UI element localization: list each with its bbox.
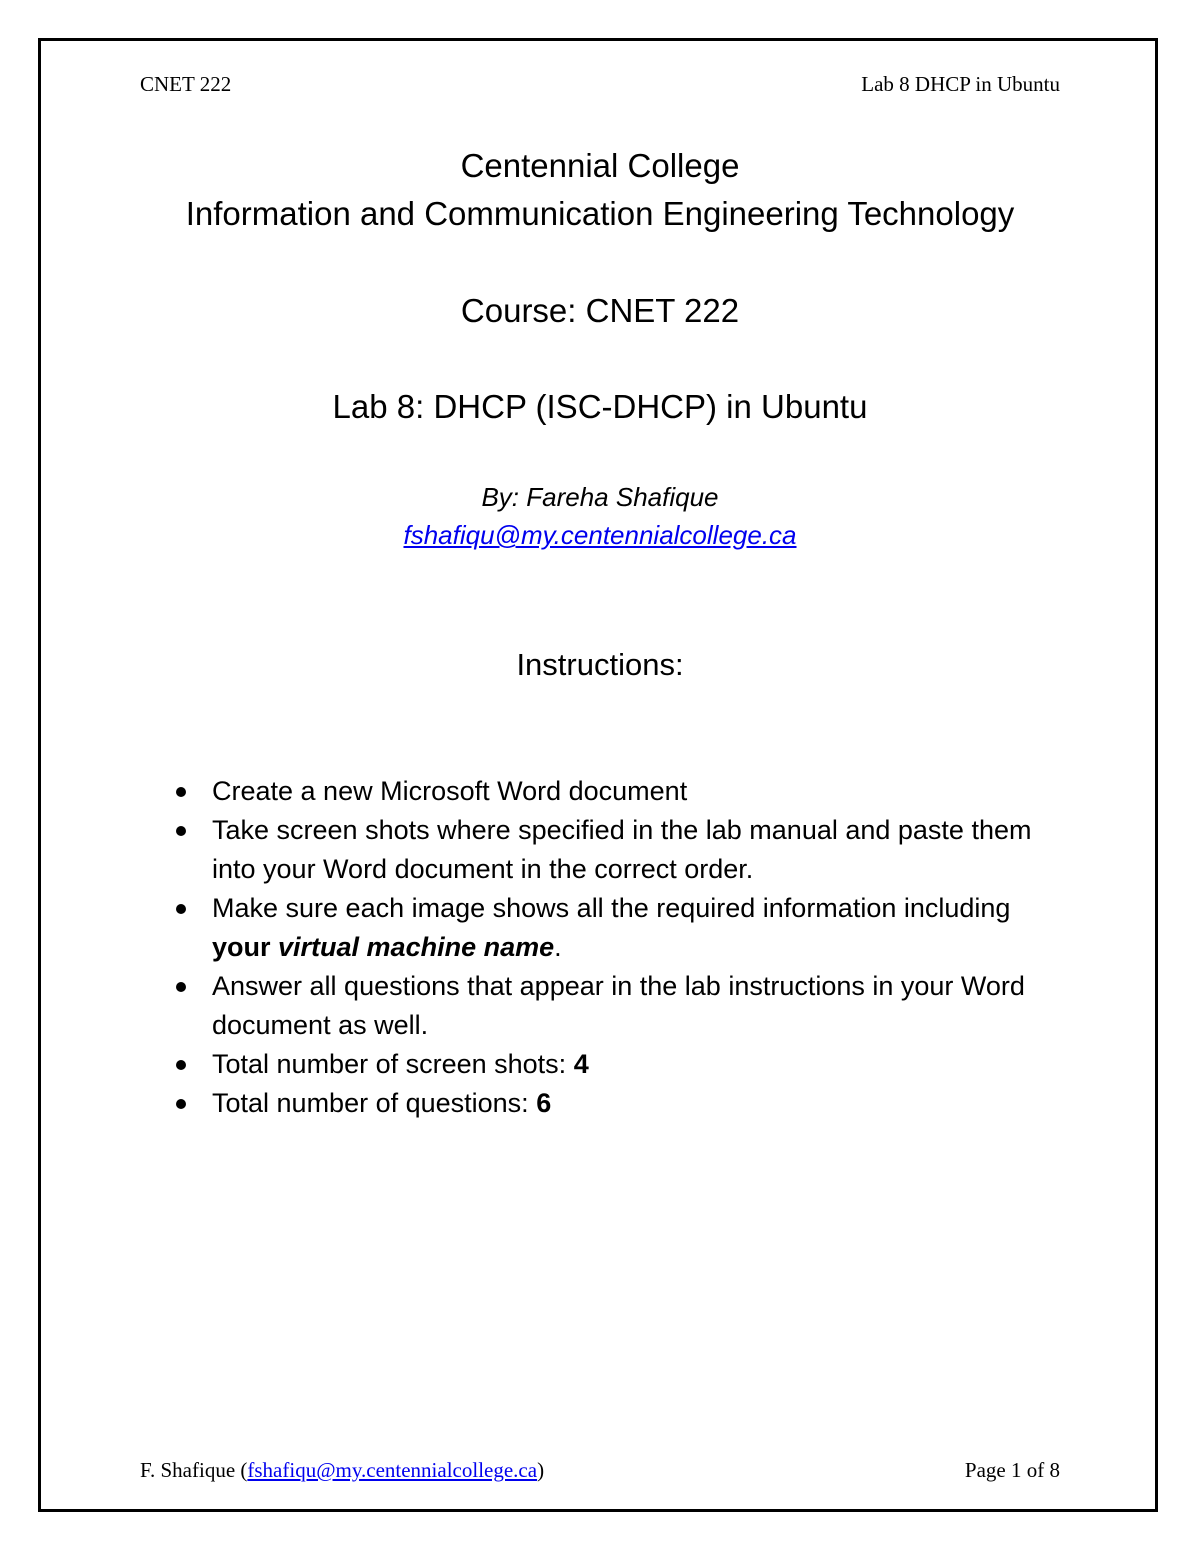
bullet-icon (176, 982, 186, 992)
footer-email-link[interactable]: fshafiqu@my.centennialcollege.ca (247, 1458, 538, 1482)
list-item: Total number of screen shots: 4 (170, 1045, 1050, 1084)
instructions-heading: Instructions: (516, 647, 684, 682)
bullet-icon (176, 787, 186, 797)
bullet-icon (176, 826, 186, 836)
page-number: Page 1 of 8 (964, 1458, 1060, 1482)
bullet-icon (176, 904, 186, 914)
author-line: By: Fareha Shafique (481, 482, 719, 512)
college-name: Centennial College (460, 147, 740, 184)
program-name: Information and Communication Engineering Technology (185, 195, 1015, 232)
author-email-link[interactable]: fshafiqu@my.centennialcollege.ca (403, 520, 797, 550)
list-item: Make sure each image shows all the required information including your virtual machine name. (170, 889, 1050, 967)
list-item: Answer all questions that appear in the lab instructions in your Word document as well. (170, 967, 1050, 1045)
footer-author: F. Shafique (fshafiqu@my.centennialcollege.ca) (140, 1458, 545, 1482)
lab-title: Lab 8: DHCP (ISC-DHCP) in Ubuntu (332, 388, 868, 425)
bullet-icon (176, 1060, 186, 1070)
list-item: Take screen shots where specified in the lab manual and paste them into your Word document in the correct order. (170, 811, 1050, 889)
header-course: CNET 222 (140, 72, 232, 96)
instructions-list (170, 772, 1050, 1123)
course-title: Course: CNET 222 (460, 292, 740, 329)
bullet-icon (176, 1099, 186, 1109)
list-item: Total number of questions: 6 (170, 1084, 1050, 1123)
list-item: Create a new Microsoft Word document (170, 772, 1050, 811)
header-lab-title: Lab 8 DHCP in Ubuntu (861, 72, 1060, 96)
